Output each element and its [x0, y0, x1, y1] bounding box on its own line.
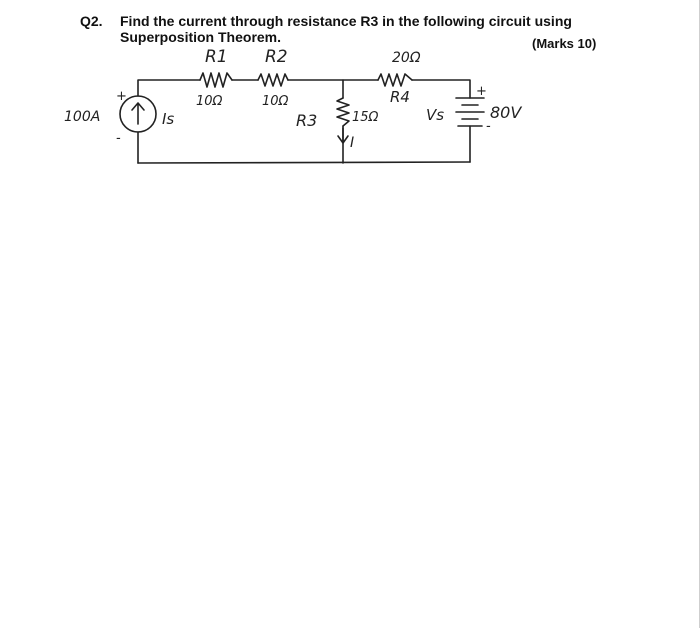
- current-source-value: 100A: [64, 109, 101, 125]
- r3-current-label: I: [350, 135, 355, 151]
- top-wire-left: [138, 80, 200, 96]
- r1-value: 10Ω: [196, 94, 223, 109]
- question-text: Find the current through resistance R3 in the following circuit using Superposition Theorem.: [120, 13, 572, 45]
- voltage-source-minus: -: [486, 119, 491, 134]
- r2-resistor: [258, 74, 288, 86]
- top-wire-right: [412, 80, 470, 98]
- r2-value: 10Ω: [262, 94, 289, 109]
- voltage-source-plus: +: [476, 84, 487, 99]
- bottom-wire: [138, 162, 470, 163]
- current-source-name: Is: [162, 110, 175, 128]
- current-source-arrow-icon: [132, 103, 144, 124]
- r3-name: R3: [296, 111, 318, 130]
- r4-name: R4: [390, 88, 410, 106]
- question-number: Q2.: [80, 13, 103, 29]
- r1-name: R1: [205, 47, 228, 67]
- current-arrow-icon: [338, 128, 348, 143]
- voltage-source-name: Vs: [426, 106, 445, 124]
- question-marks: (Marks 10): [532, 36, 597, 51]
- r3-resistor: [337, 98, 349, 126]
- r1-resistor: [200, 73, 232, 87]
- r2-name: R2: [265, 47, 288, 67]
- r4-value: 20Ω: [392, 50, 421, 66]
- current-source-plus: +: [116, 89, 127, 104]
- r4-resistor: [378, 74, 412, 86]
- r3-value: 15Ω: [352, 110, 379, 125]
- current-source-minus: -: [116, 131, 121, 146]
- voltage-source-value: 80V: [490, 103, 522, 122]
